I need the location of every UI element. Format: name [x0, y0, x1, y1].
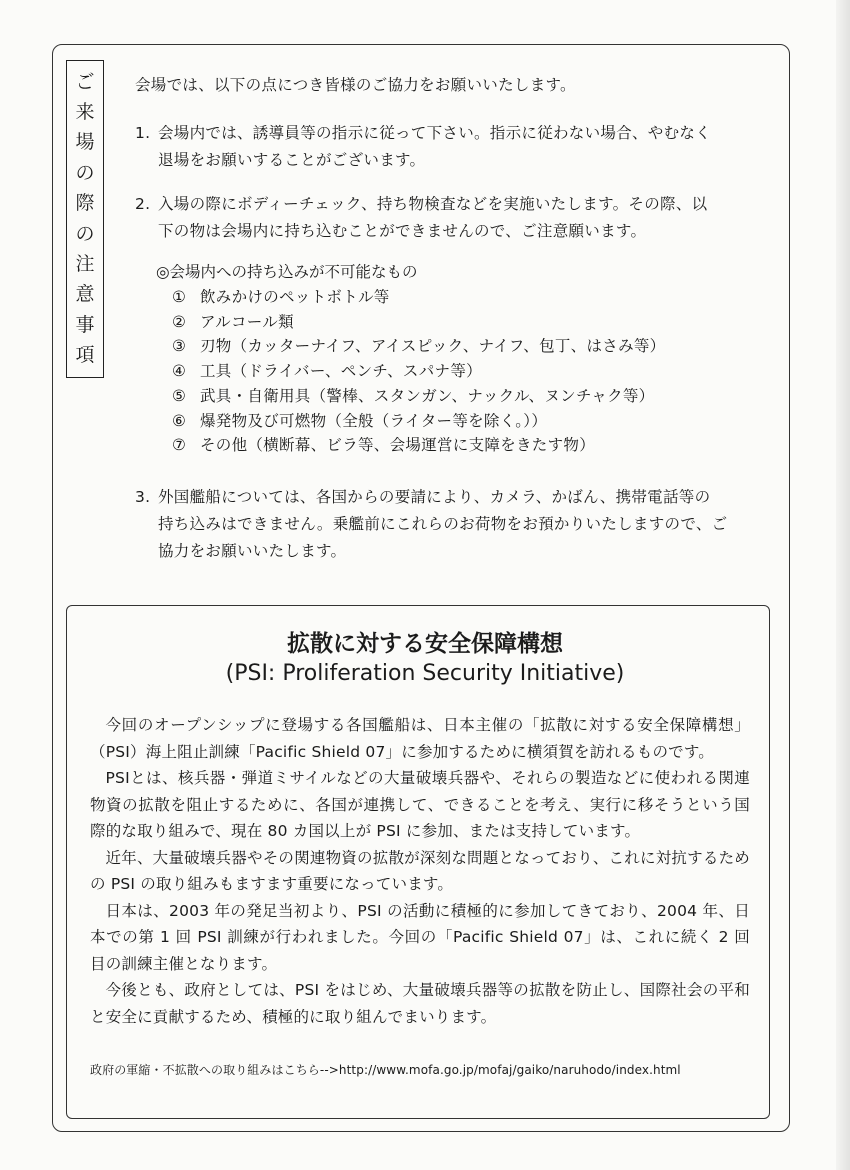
list-text: 飲みかけのペットボトル等 [200, 288, 390, 306]
list-item [172, 334, 665, 359]
psi-paragraph: 今回のオープンシップに登場する各国艦船は、日本主催の「拡散に対する安全保障構想」（PSI）海上阻止訓練「Pacific Shield 07」に参加するために横須賀を訪れるものです。 [90, 716, 750, 761]
prohibited-list [172, 285, 665, 458]
notice-item-1 [135, 120, 765, 174]
psi-body [90, 712, 750, 1030]
prohibited-heading: ◎会場内への持ち込みが不可能なもの [156, 263, 418, 281]
list-text: 武具・自衛用具（警棒、スタンガン、ナックル、ヌンチャク等） [200, 386, 655, 405]
item-text: 外国艦船については、各国からの要請により、カメラ、かばん、携帯電話等の [158, 488, 711, 506]
psi-subtitle: (PSI: Proliferation Security Initiative) [225, 661, 625, 686]
list-marker: ⑤ [172, 386, 187, 405]
title-char: 注 [75, 253, 95, 276]
mofa-link[interactable]: 政府の軍縮・不拡散への取り組みはこちら-->http://www.mofa.go.jp/mofaj/gaiko/naruhodo/index.html [90, 1063, 681, 1077]
list-marker: ⑥ [172, 411, 187, 430]
list-marker: ③ [172, 337, 187, 356]
list-item [172, 409, 665, 434]
notice-intro: 会場では、以下の点につき皆様のご協力をお願いいたします。 [135, 76, 576, 94]
list-item [172, 384, 665, 409]
title-char: 場 [75, 131, 95, 154]
list-text: その他（横断幕、ビラ等、会場運営に支障をきたす物） [200, 436, 596, 455]
item-text: 退場をお願いすることがございます。 [158, 151, 426, 169]
item-text: 入場の際にボディーチェック、持ち物検査などを実施いたします。その際、以 [158, 195, 708, 213]
page-edge [836, 0, 850, 1170]
list-marker: ④ [172, 362, 187, 381]
item-text: 会場内では、誘導員等の指示に従って下さい。指示に従わない場合、やむなく [158, 124, 712, 142]
title-char: 意 [75, 283, 95, 306]
title-char: の [75, 222, 95, 245]
list-item [172, 359, 665, 384]
list-marker: ① [172, 288, 187, 306]
item-number: 1. [135, 124, 151, 142]
item-text: 持ち込みはできません。乗艦前にこれらのお荷物をお預かりいたしますので、ご [158, 515, 728, 533]
list-item [172, 285, 665, 310]
list-item [172, 433, 665, 458]
item-number: 2. [135, 195, 151, 213]
psi-title: 拡散に対する安全保障構想 [287, 631, 563, 657]
title-char: 際 [75, 192, 95, 215]
item-text: 協力をお願いいたします。 [158, 542, 347, 560]
psi-paragraph: PSIとは、核兵器・弾道ミサイルなどの大量破壊兵器や、それらの製造などに使われる関連物資の拡散を阻止するために、各国が連携して、できることを考え、実行に移そうという国際的な取り組みで、現在 80 カ国以上が PSI に参加、または支持しています。 [90, 769, 750, 840]
psi-paragraph: 今後とも、政府としては、PSI をはじめ、大量破壊兵器等の拡散を防止し、国際社会の平和と安全に貢献するため、積極的に取り組んでまいります。 [90, 981, 750, 1026]
title-char: 項 [75, 344, 95, 367]
psi-paragraph: 近年、大量破壊兵器やその関連物資の拡散が深刻な問題となっており、これに対抗するための PSI の取り組みもますます重要になっています。 [90, 848, 750, 893]
title-char: 来 [75, 101, 95, 124]
item-text: 下の物は会場内に持ち込むことができませんので、ご注意願います。 [158, 222, 647, 240]
title-char: 事 [75, 313, 95, 336]
list-marker: ⑦ [172, 436, 187, 455]
list-text: 刃物（カッターナイフ、アイスピック、ナイフ、包丁、はさみ等） [200, 337, 666, 356]
list-item [172, 310, 665, 335]
list-text: アルコール類 [200, 312, 294, 331]
title-char: ご [75, 70, 95, 93]
list-text: 爆発物及び可燃物（全般（ライター等を除く。）） [200, 411, 548, 430]
list-marker: ② [172, 312, 187, 331]
notice-item-2 [135, 191, 765, 245]
item-number: 3. [135, 488, 151, 506]
notice-title [66, 60, 104, 378]
psi-paragraph: 日本は、2003 年の発足当初より、PSI の活動に積極的に参加してきており、2004 年、日本での第 1 回 PSI 訓練が行われました。今回の「Pacific Shield 07」は、これに続く 2 回目の訓練主催となります。 [90, 901, 750, 973]
title-char: の [75, 161, 95, 184]
notice-item-3 [135, 484, 765, 565]
list-text: 工具（ドライバー、ペンチ、スパナ等） [200, 362, 482, 381]
